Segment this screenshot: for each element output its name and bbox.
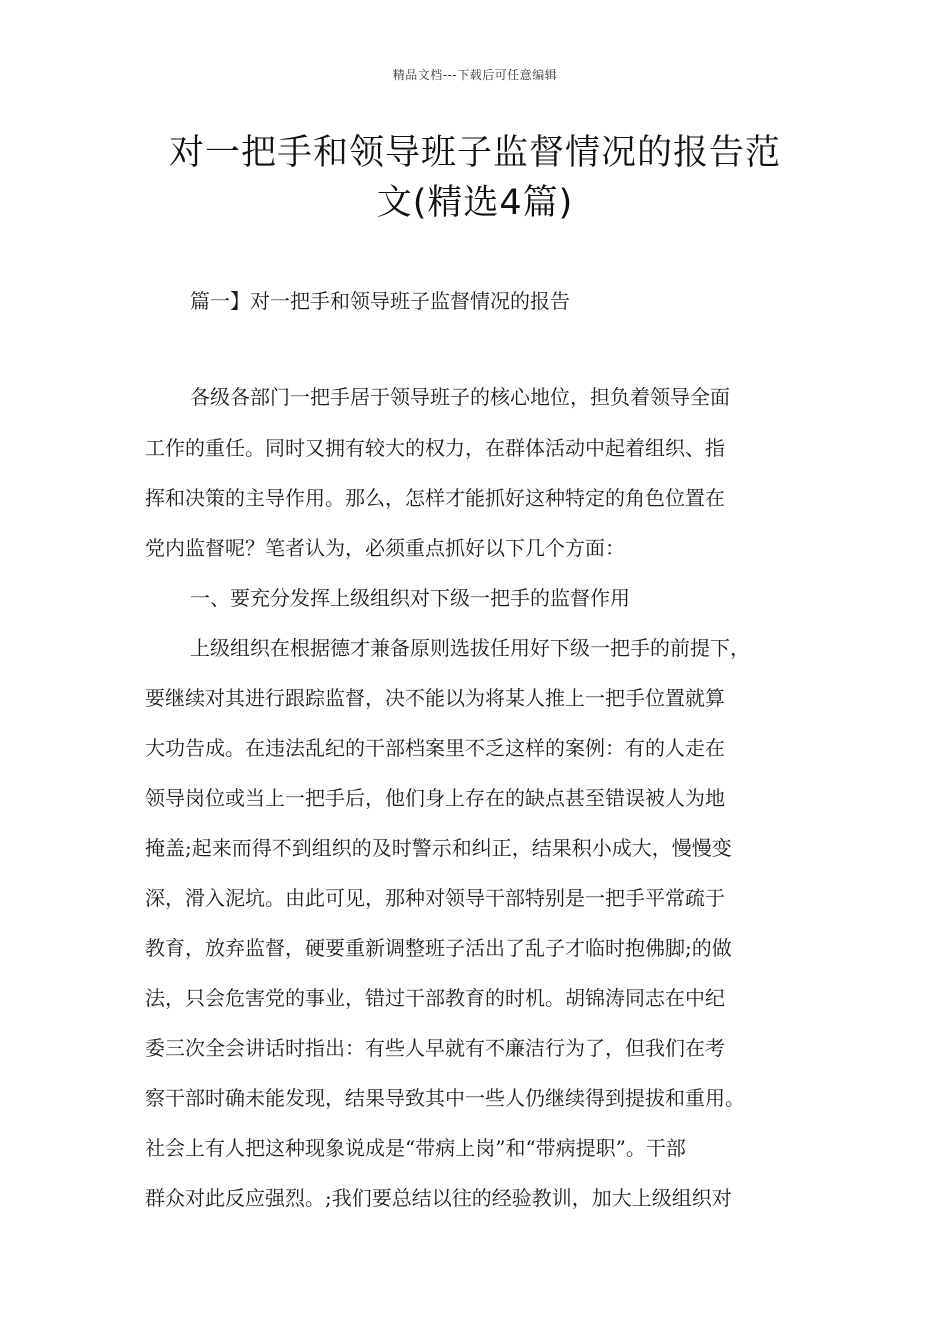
paragraph-line: 党内监督呢？笔者认为，必须重点抓好以下几个方面：: [145, 536, 625, 560]
paragraph-line: 大功告成。在违法乱纪的干部档案里不乏这样的案例：有的人走在: [145, 736, 725, 760]
paragraph-line: 工作的重任。同时又拥有较大的权力，在群体活动中起着组织、指: [145, 436, 725, 460]
subheading-line: 一、要充分发挥上级组织对下级一把手的监督作用: [190, 586, 630, 610]
title-line-2: 文(精选4篇): [376, 183, 574, 223]
paragraph-line: 社会上有人把这种现象说成是“带病上岗”和“带病提职”。干部: [145, 1136, 686, 1160]
title-line-1: 对一把手和领导班子监督情况的报告范: [168, 133, 781, 173]
paragraph-line: 上级组织在根据德才兼备原则选拔任用好下级一把手的前提下，: [190, 636, 750, 660]
paragraph-line: 各级各部门一把手居于领导班子的核心地位，担负着领导全面: [190, 385, 730, 409]
paragraph-line: 掩盖;起来而得不到组织的及时警示和纠正，结果积小成大，慢慢变: [145, 836, 732, 860]
paragraph-line: 法，只会危害党的事业，错过干部教育的时机。胡锦涛同志在中纪: [145, 986, 725, 1010]
header-note: 精品文档---下载后可任意编辑: [392, 68, 558, 82]
paragraph-line: 深，滑入泥坑。由此可见，那种对领导干部特别是一把手平常疏于: [145, 886, 725, 910]
paragraph-line: 群众对此反应强烈。;我们要总结以往的经验教训，加大上级组织对: [145, 1186, 732, 1210]
section-heading: 篇一】对一把手和领导班子监督情况的报告: [190, 289, 570, 313]
paragraph-line: 要继续对其进行跟踪监督，决不能以为将某人推上一把手位置就算: [145, 686, 725, 710]
paragraph-line: 察干部时确未能发现，结果导致其中一些人仍继续得到提拔和重用。: [145, 1086, 745, 1110]
document-title: [140, 128, 810, 228]
paragraph-line: 领导岗位或当上一把手后，他们身上存在的缺点甚至错误被人为地: [145, 786, 725, 810]
paragraph-line: 委三次全会讲话时指出：有些人早就有不廉洁行为了，但我们在考: [145, 1036, 725, 1060]
paragraph-line: 教育，放弃监督，硬要重新调整班子活出了乱子才临时抱佛脚;的做: [145, 936, 732, 960]
paragraph-line: 挥和决策的主导作用。那么，怎样才能抓好这种特定的角色位置在: [145, 486, 725, 510]
